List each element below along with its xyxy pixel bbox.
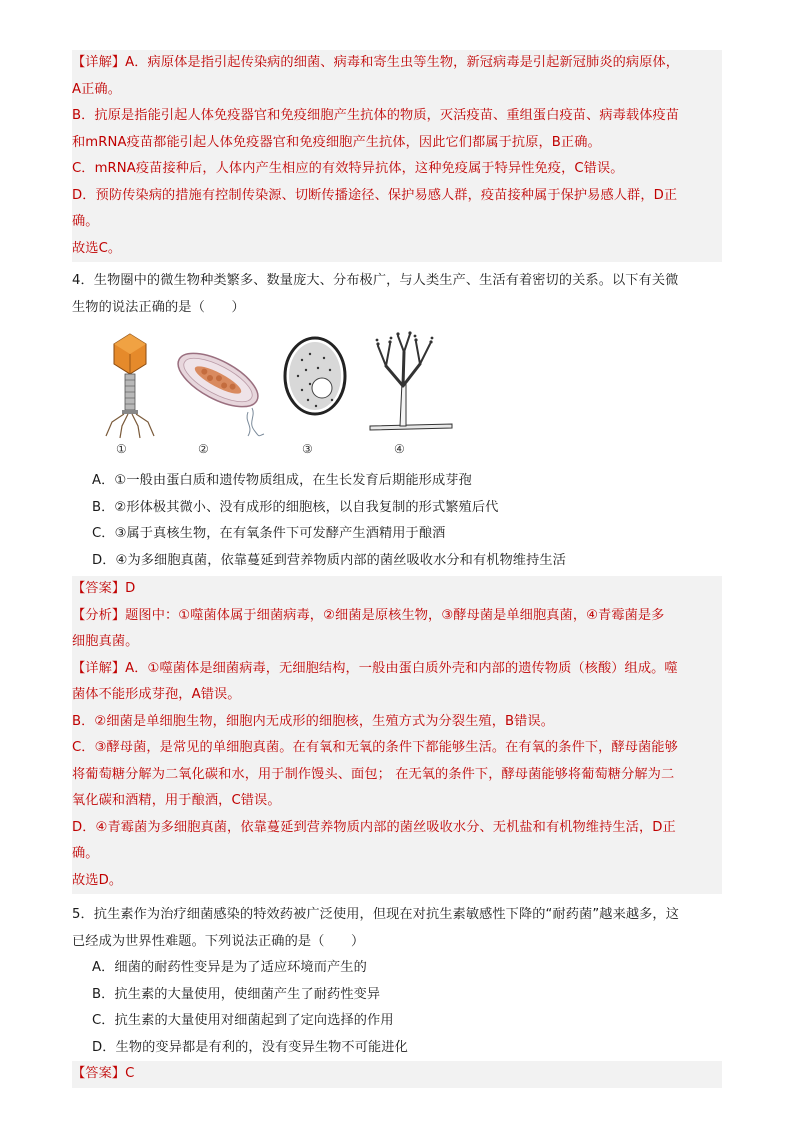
detail-line: 和mRNA疫苗都能引起人体免疫器官和免疫细胞产生抗体，因此它们都属于抗原，B正确。	[72, 134, 601, 150]
detail-line: 确。	[72, 214, 99, 229]
option-a: A．细菌的耐药性变异是为了适应环境而产生的	[92, 960, 367, 975]
detail-line: D．预防传染病的措施有控制传染源、切断传播途径、保护易感人群，疫苗接种属于保护易感人群，D正	[72, 187, 678, 203]
question-line: 4．生物圈中的微生物种类繁多、数量庞大、分布极广，与人类生产、生活有着密切的关系。以下有关微	[72, 273, 679, 288]
question-5	[72, 902, 722, 1061]
question-4-stem	[72, 268, 722, 321]
analysis-line: 【分析】题图中：①噬菌体属于细菌病毒，②细菌是原核生物，③酵母菌是单细胞真菌，④青霉菌是多	[72, 607, 665, 623]
answer-line: 【答案】D	[72, 581, 136, 596]
q4-solution-block	[72, 576, 722, 894]
figure-caption-1: ①	[116, 442, 127, 456]
detail-line: 菌体不能形成芽孢，A错误。	[72, 687, 241, 702]
detail-line: 将葡萄糖分解为二氧化碳和水，用于制作馒头、面包； 在无氧的条件下，酵母菌能够将葡萄糖分解为二	[72, 766, 675, 782]
question-line: 已经成为世界性难题。下列说法正确的是（ ）	[72, 933, 365, 949]
option-d: D．④为多细胞真菌，依靠蔓延到营养物质内部的菌丝吸收水分和有机物维持生活	[92, 552, 566, 568]
analysis-line: 细胞真菌。	[72, 634, 139, 649]
detail-line: B．②细菌是单细胞生物，细胞内无成形的细胞核，生殖方式为分裂生殖，B错误。	[72, 713, 554, 729]
option-a: A．①一般由蛋白质和遗传物质组成，在生长发育后期能形成芽孢	[92, 473, 472, 488]
option-b: B．②形体极其微小、没有成形的细胞核，以自我复制的形式繁殖后代	[92, 499, 499, 515]
question-line: 5．抗生素作为治疗细菌感染的特效药被广泛使用，但现在对抗生素敏感性下降的“耐药菌”越来越多，这	[72, 907, 679, 922]
detail-line: B．抗原是指能引起人体免疫器官和免疫细胞产生抗体的物质，灭活疫苗、重组蛋白疫苗、病毒载体疫苗	[72, 108, 680, 123]
q3-detail-block	[72, 50, 722, 262]
yeast-cell-illustration	[280, 330, 350, 440]
option-c: C．③属于真核生物，在有氧条件下可发酵产生酒精用于酿酒	[92, 526, 446, 541]
detail-line: A正确。	[72, 81, 121, 97]
detail-line: 【详解】A．①噬菌体是细菌病毒，无细胞结构，一般由蛋白质外壳和内部的遗传物质（核酸）组成。噬	[72, 660, 678, 676]
figure-caption-3: ③	[302, 442, 313, 456]
option-d: D．生物的变异都是有利的，没有变异生物不可能进化	[92, 1039, 408, 1055]
penicillium-illustration	[366, 330, 456, 440]
bacteriophage-illustration	[100, 330, 160, 440]
option-c: C．抗生素的大量使用对细菌起到了定向选择的作用	[92, 1013, 394, 1028]
detail-line: 故选D。	[72, 872, 123, 888]
option-b: B．抗生素的大量使用，使细菌产生了耐药性变异	[92, 986, 381, 1002]
detail-line: C．mRNA疫苗接种后，人体内产生相应的有效特异抗体，这种免疫属于特异性免疫，C错误。	[72, 161, 624, 176]
question-line: 生物的说法正确的是（ ）	[72, 299, 245, 315]
detail-line: 氧化碳和酒精，用于酿酒，C错误。	[72, 793, 281, 808]
detail-line: D．④青霉菌为多细胞真菌，依靠蔓延到营养物质内部的菌丝吸收水分、无机盐和有机物维持生活，D正	[72, 819, 676, 835]
microorganism-figure	[100, 330, 470, 460]
figure-caption-4: ④	[394, 442, 405, 456]
detail-line: C．③酵母菌，是常见的单细胞真菌。在有氧和无氧的条件下都能够生活。在有氧的条件下，酵母菌能够	[72, 740, 678, 755]
question-4-options	[72, 468, 722, 574]
answer-line: 【答案】C	[72, 1066, 135, 1081]
bacterium-illustration	[168, 330, 268, 440]
detail-line: 【详解】A．病原体是指引起传染病的细菌、病毒和寄生虫等生物，新冠病毒是引起新冠肺炎的病原体，	[72, 55, 680, 70]
detail-line: 确。	[72, 846, 99, 861]
q5-answer-block	[72, 1061, 722, 1088]
figure-caption-2: ②	[198, 442, 209, 456]
detail-line: 故选C。	[72, 240, 122, 256]
